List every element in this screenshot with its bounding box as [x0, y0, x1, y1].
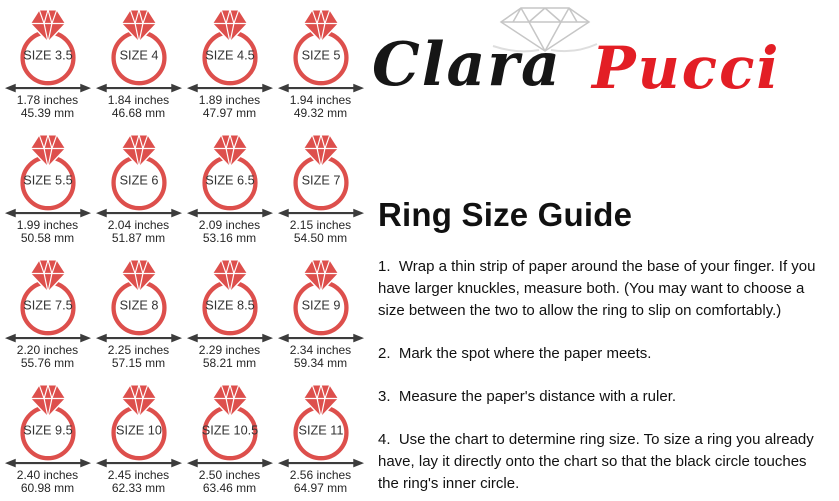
guide-step-1: 1. Wrap a thin strip of paper around the base of your finger. If you have larger knuckles, measure both. (You may want to choose a size between the two to allow the ring to slip on comfortably.)	[378, 258, 816, 319]
diameter-inches: 2.09 inches	[198, 218, 261, 232]
diameter-mm: 47.97 mm	[202, 106, 257, 120]
diameter-mm: 58.21 mm	[202, 356, 257, 370]
guide-step-2: 2. Mark the spot where the paper meets.	[378, 345, 652, 362]
diameter-inches: 1.78 inches	[16, 93, 79, 107]
diameter-inches: 1.94 inches	[289, 93, 352, 107]
ring-size-label: SIZE 10	[115, 422, 162, 438]
ring-size-label: SIZE 8.5	[204, 297, 255, 313]
ring-size-label: SIZE 6.5	[204, 172, 255, 188]
guide-step-3: 3. Measure the paper's distance with a ruler.	[378, 388, 677, 405]
ring-size-label: SIZE 8	[119, 297, 158, 313]
brand-word-clara: Clara	[372, 30, 562, 100]
ring-size-cell	[184, 375, 275, 500]
diameter-mm: 57.15 mm	[111, 356, 166, 370]
diameter-mm: 55.76 mm	[20, 356, 75, 370]
guide-section	[378, 196, 830, 495]
ring-with-diamond-icon	[276, 375, 366, 468]
ring-size-cell	[184, 125, 275, 250]
diameter-inches: 2.40 inches	[16, 468, 79, 482]
diameter-inches: 2.29 inches	[198, 343, 261, 357]
ring-with-diamond-icon	[276, 250, 366, 343]
diameter-inches: 2.04 inches	[107, 218, 170, 232]
ring-size-cell	[275, 375, 366, 500]
ring-with-diamond-icon	[94, 250, 184, 343]
diameter-inches: 2.50 inches	[198, 468, 261, 482]
page-title: Ring Size Guide	[378, 196, 633, 233]
diameter-mm: 49.32 mm	[293, 106, 348, 120]
diameter-inches: 2.34 inches	[289, 343, 352, 357]
brand-word-pucci: Pucci	[592, 34, 781, 102]
ring-size-label: SIZE 9	[301, 297, 340, 313]
ring-size-label: SIZE 11	[298, 422, 343, 438]
diameter-inches: 1.84 inches	[107, 93, 170, 107]
ring-with-diamond-icon	[94, 125, 184, 218]
ring-size-cell	[2, 250, 93, 375]
ring-size-cell	[275, 250, 366, 375]
diameter-mm: 63.46 mm	[202, 481, 257, 495]
ring-with-diamond-icon	[185, 250, 275, 343]
diameter-mm: 60.98 mm	[20, 481, 75, 495]
ring-size-cell	[2, 375, 93, 500]
diameter-inches: 2.20 inches	[16, 343, 79, 357]
diameter-mm: 45.39 mm	[20, 106, 75, 120]
ring-size-label: SIZE 3.5	[22, 47, 73, 63]
ring-size-label: SIZE 9.5	[22, 422, 73, 438]
ring-size-label: SIZE 10.5	[201, 422, 258, 438]
diameter-mm: 62.33 mm	[111, 481, 166, 495]
diameter-mm: 59.34 mm	[293, 356, 348, 370]
ring-with-diamond-icon	[3, 375, 93, 468]
diameter-mm: 54.50 mm	[293, 231, 348, 245]
ring-size-cell	[93, 125, 184, 250]
ring-size-label: SIZE 5.5	[22, 172, 73, 188]
ring-size-cell	[2, 125, 93, 250]
ring-size-label: SIZE 5	[301, 47, 340, 63]
ring-with-diamond-icon	[185, 125, 275, 218]
ring-size-label: SIZE 4.5	[204, 47, 255, 63]
ring-with-diamond-icon	[185, 375, 275, 468]
diameter-mm: 46.68 mm	[111, 106, 166, 120]
ring-size-cell	[275, 125, 366, 250]
ring-size-cell	[93, 250, 184, 375]
diameter-inches: 2.56 inches	[289, 468, 352, 482]
diameter-inches: 2.25 inches	[107, 343, 170, 357]
ring-size-label: SIZE 6	[119, 172, 158, 188]
ring-with-diamond-icon	[94, 375, 184, 468]
ring-size-cell	[184, 250, 275, 375]
ring-size-label: SIZE 4	[119, 47, 158, 63]
brand-logo	[0, 0, 839, 110]
diameter-inches: 2.15 inches	[289, 218, 352, 232]
ring-with-diamond-icon	[3, 125, 93, 218]
diameter-inches: 1.99 inches	[16, 218, 79, 232]
ring-size-cell	[93, 375, 184, 500]
diameter-mm: 53.16 mm	[202, 231, 257, 245]
guide-step-4: 4. Use the chart to determine ring size. To size a ring you already have, lay it directly onto the chart so that the black circle touches the ring's inner circle.	[378, 431, 814, 492]
ring-with-diamond-icon	[3, 250, 93, 343]
diameter-mm: 50.58 mm	[20, 231, 75, 245]
ring-with-diamond-icon	[276, 125, 366, 218]
diameter-inches: 2.45 inches	[107, 468, 170, 482]
diameter-mm: 51.87 mm	[111, 231, 166, 245]
ring-size-label: SIZE 7.5	[22, 297, 73, 313]
ring-size-label: SIZE 7	[301, 172, 340, 188]
diameter-mm: 64.97 mm	[293, 481, 348, 495]
diameter-inches: 1.89 inches	[198, 93, 261, 107]
